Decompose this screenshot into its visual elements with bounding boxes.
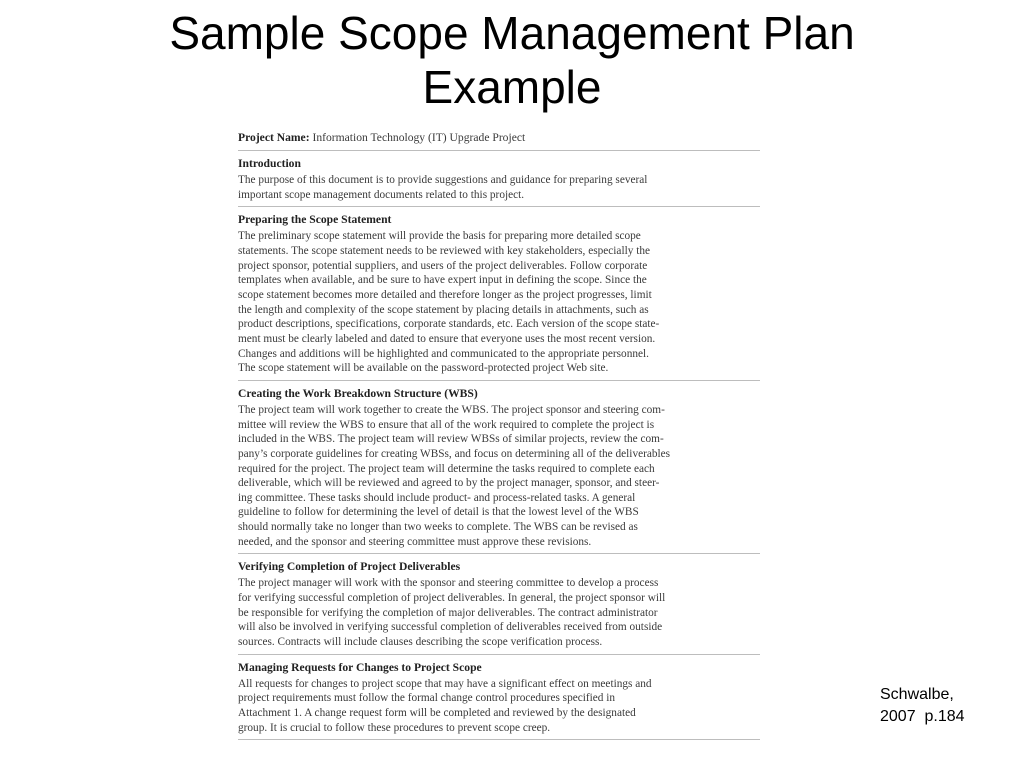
section-body-line: ing committee. These tasks should include product- and process-related tasks. A general (238, 491, 636, 504)
section-heading: Creating the Work Breakdown Structure (WBS) (238, 386, 478, 400)
project-name-label: Project Name: (238, 131, 310, 144)
section-3 (238, 554, 760, 654)
section-body-line: statements. The scope statement needs to be reviewed with key stakeholders, especially the (238, 244, 650, 257)
slide-title (0, 6, 1024, 114)
slide-title-line-2: Example (422, 61, 602, 113)
section-body-line: All requests for changes to project scope that may have a significant effect on meetings and (238, 677, 652, 690)
section-2 (238, 381, 760, 555)
section-body-line: The preliminary scope statement will provide the basis for preparing more detailed scope (238, 230, 641, 243)
section-body (238, 403, 760, 550)
section-body (238, 173, 760, 202)
section-body-line: deliverable, which will be reviewed and agreed to by the project manager, sponsor, and steer- (238, 477, 660, 490)
section-body (238, 576, 760, 649)
section-heading: Introduction (238, 157, 301, 170)
section-body-line: mittee will review the WBS to ensure that all of the work required to complete the project is (238, 418, 655, 431)
section-body-line: scope statement becomes more detailed and therefore longer as the project progresses, limit (238, 288, 652, 301)
section-body-line: for verifying successful completion of project deliverables. In general, the project sponsor will (238, 592, 666, 605)
section-body-line: required for the project. The project team will determine the tasks required to complete each (238, 462, 655, 475)
section-body-line: Attachment 1. A change request form will be completed and reviewed by the designated (238, 707, 636, 720)
section-body (238, 229, 760, 376)
section-body-line: project requirements must follow the formal change control procedures specified in (238, 692, 616, 705)
project-name-value: Information Technology (IT) Upgrade Project (312, 131, 526, 144)
section-body-line: Changes and additions will be highlighted and communicated to the appropriate personnel. (238, 347, 649, 360)
section-heading: Managing Requests for Changes to Project Scope (238, 660, 482, 674)
section-body-line: The project manager will work with the sponsor and steering committee to develop a process (238, 577, 659, 590)
section-body-line: product descriptions, specifications, corporate standards, etc. Each version of the scope state- (238, 318, 660, 331)
section-body-line: sources. Contracts will include clauses describing the scope verification process. (238, 636, 603, 649)
section-body-line: The purpose of this document is to provide suggestions and guidance for preparing several (238, 174, 648, 186)
project-name-row (238, 128, 760, 151)
section-body-line: ment must be clearly labeled and dated to ensure that everyone uses the most recent version. (238, 332, 656, 345)
section-body-line: included in the WBS. The project team will review WBSs of similar projects, review the com- (238, 433, 664, 446)
section-body-line: the length and complexity of the scope statement by placing details in attachments, such as (238, 303, 649, 316)
section-body-line: The scope statement will be available on the password-protected project Web site. (238, 362, 609, 375)
section-body (238, 677, 760, 736)
section-1 (238, 207, 760, 381)
section-body-line: will also be involved in verifying successful completion of deliverables received from outside (238, 621, 663, 634)
section-body-line: should normally take no longer than two weeks to complete. The WBS can be revised as (238, 521, 638, 534)
section-body-line: project sponsor, potential suppliers, and users of the project deliverables. Follow corporate (238, 259, 648, 272)
citation-line-2: 2007 p.184 (880, 708, 965, 725)
section-body-line: guideline to follow for determining the level of detail is that the lowest level of the WBS (238, 506, 639, 519)
section-body-line: important scope management documents related to this project. (238, 188, 525, 201)
section-0 (238, 151, 760, 207)
citation-line-1: Schwalbe, (880, 686, 954, 703)
section-heading: Verifying Completion of Project Deliverables (238, 560, 461, 574)
slide-title-line-1: Sample Scope Management Plan (169, 7, 855, 59)
section-heading: Preparing the Scope Statement (238, 213, 392, 227)
section-body-line: templates when available, and be sure to have expert input in defining the scope. Since the (238, 274, 647, 287)
section-body-line: The project team will work together to create the WBS. The project sponsor and steering com- (238, 403, 665, 416)
scope-plan-document (238, 128, 760, 740)
section-body-line: group. It is crucial to follow these procedures to prevent scope creep. (238, 721, 551, 734)
section-4 (238, 655, 760, 741)
section-body-line: pany’s corporate guidelines for creating WBSs, and focus on determining all of the deliverables (238, 447, 671, 460)
citation (880, 684, 965, 728)
section-body-line: be responsible for verifying the completion of major deliverables. The contract administrator (238, 606, 658, 619)
section-body-line: needed, and the sponsor and steering committee must approve these revisions. (238, 535, 592, 548)
